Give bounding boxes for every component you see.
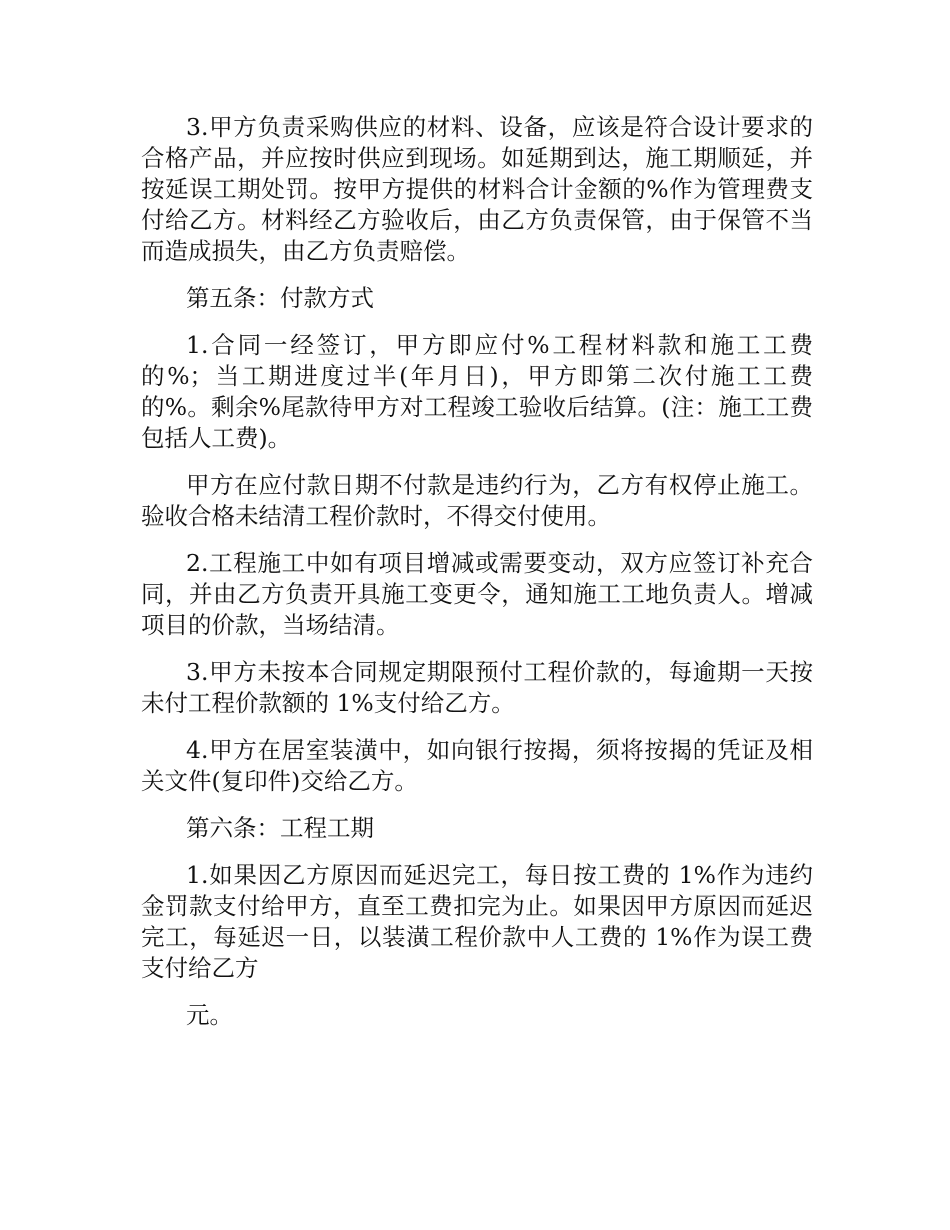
document-page	[141, 112, 813, 1047]
section-heading-payment: 第五条：付款方式	[186, 284, 374, 312]
clause-late-payment-breach: 甲方在应付款日期不付款是违约行为，乙方有权停止施工。验收合格未结清工程价款时，不得交付使用。	[141, 471, 813, 530]
trailing-fragment: 元。	[186, 1001, 233, 1029]
section-heading-schedule: 第六条：工程工期	[186, 814, 374, 842]
clause-change-order: 2.工程施工中如有项目增减或需要变动，双方应签订补充合同，并由乙方负责开具施工变更令，通知施工工地负责人。增减项目的价款，当场结清。	[141, 549, 813, 639]
clause-mortgage-documents: 4.甲方在居室装潢中，如向银行按揭，须将按揭的凭证及相关文件(复印件)交给乙方。	[141, 736, 813, 795]
clause-overdue-penalty: 3.甲方未按本合同规定期限预付工程价款的，每逾期一天按未付工程价款额的 1%支付给乙方。	[141, 658, 813, 717]
clause-delay-penalty: 1.如果因乙方原因而延迟完工，每日按工费的 1%作为违约金罚款支付给甲方，直至工费扣完为止。如果因甲方原因而延迟完工，每延迟一日，以装潢工程价款中人工费的 1%作为误工费支付给乙方	[141, 861, 813, 982]
clause-material-supply: 3.甲方负责采购供应的材料、设备，应该是符合设计要求的合格产品，并应按时供应到现场。如延期到达，施工期顺延，并按延误工期处罚。按甲方提供的材料合计金额的%作为管理费支付给乙方。材料经乙方验收后，由乙方负责保管，由于保管不当而造成损失，由乙方负责赔偿。	[141, 113, 813, 265]
clause-payment-schedule: 1.合同一经签订，甲方即应付%工程材料款和施工工费的%；当工期进度过半(年月日)，甲方即第二次付施工工费的%。剩余%尾款待甲方对工程竣工验收后结算。(注：施工工费包括人工费)。	[141, 331, 813, 452]
